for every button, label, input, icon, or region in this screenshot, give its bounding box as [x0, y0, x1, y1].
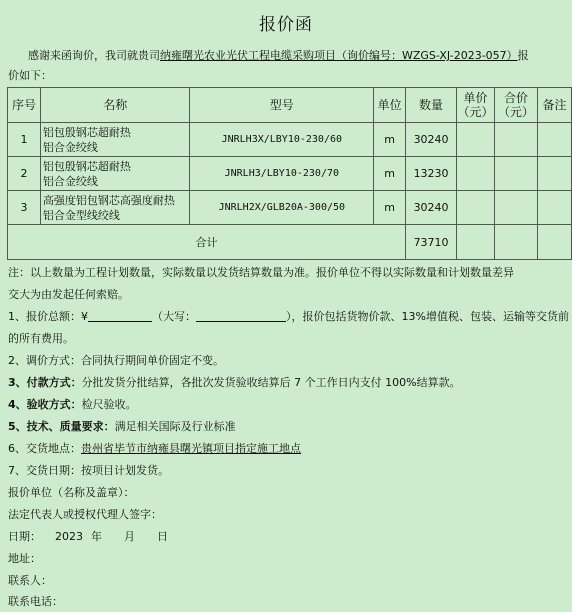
item5-text: 满足相关国际及行业标准: [114, 420, 236, 433]
cell-amount[interactable]: [495, 191, 538, 225]
note-line1: 注：以上数量为工程计划数量，实际数量以发货结算数量为准。报价单位不得以实际数量和计划数量差异: [8, 266, 514, 279]
header-unit: 单位: [374, 88, 406, 123]
date-line: [8, 526, 568, 548]
cell-remark[interactable]: [537, 157, 571, 191]
cell-name-l2: 铝合金绞线: [42, 140, 98, 154]
amount-words-blank[interactable]: [196, 308, 286, 322]
cell-remark[interactable]: [537, 191, 571, 225]
item1-suffix: ，报价包括货物价款、13%增值税、包装、运输等交货前: [291, 310, 569, 323]
address-label: 地址：: [8, 552, 41, 565]
header-no: 序号: [8, 88, 41, 123]
date-day-unit: 日: [157, 530, 168, 543]
item4-label: 4、验收方式：: [8, 398, 82, 411]
date-month-unit: 月: [124, 530, 135, 543]
item5-label: 5、技术、质量要求：: [8, 420, 115, 433]
date-year: 2023: [55, 530, 83, 543]
item1-line2: 的所有费用。: [8, 332, 74, 345]
item1-mid: （大写：: [152, 310, 196, 323]
cell-name-l1: 高强度铝包钢芯高强度耐热: [42, 193, 175, 207]
cell-name: [40, 123, 190, 157]
cell-no: 3: [8, 191, 41, 225]
quote-table: [7, 87, 572, 260]
cell-unit: m: [374, 157, 406, 191]
cell-no: 1: [8, 123, 41, 157]
header-amount-l2: （元）: [497, 105, 534, 119]
item6-delivery-place: [8, 438, 568, 460]
header-name: 名称: [40, 88, 190, 123]
item4-acceptance: [8, 394, 568, 416]
item1-close: ）: [286, 310, 292, 323]
cell-unit: m: [374, 191, 406, 225]
cell-model: JNRLH2X/GLB20A-300/50: [190, 191, 374, 225]
item3-text: 分批发货分批结算，各批次发货验收结算后 7 个工作日内支付 100%结算款。: [81, 376, 461, 389]
intro-line2: 价如下：: [8, 69, 52, 82]
header-unit-price: [457, 88, 495, 123]
cell-price[interactable]: [457, 191, 495, 225]
cell-amount[interactable]: [495, 157, 538, 191]
table-row: [8, 191, 572, 225]
cell-model: JNRLH3/LBY10-230/70: [190, 157, 374, 191]
phone-label: 联系电话：: [8, 595, 63, 608]
cell-name-l1: 铝包殷钢芯超耐热: [42, 125, 131, 139]
item5-quality: [8, 416, 568, 438]
item1-prefix: 1、报价总额：¥: [8, 310, 88, 323]
header-remark: 备注: [537, 88, 571, 123]
representative-label: 法定代表人或授权代理人签字：: [8, 508, 162, 521]
header-amount: [495, 88, 538, 123]
table-total-row: [8, 225, 572, 260]
cell-price[interactable]: [457, 157, 495, 191]
contact-label: 联系人：: [8, 574, 52, 587]
cell-name: [40, 157, 190, 191]
date-label: 日期：: [8, 530, 41, 543]
cell-model: JNRLH3X/LBY10-230/60: [190, 123, 374, 157]
cell-remark[interactable]: [537, 123, 571, 157]
header-price-l1: 单价: [463, 91, 488, 105]
cell-name-l1: 铝包殷钢芯超耐热: [42, 159, 131, 173]
intro-project: 纳雍曙光农业光伏工程电缆采购项目（询价编号：WZGS-XJ-2023-057）: [160, 49, 518, 62]
cell-qty: 30240: [406, 123, 457, 157]
item7-delivery-date: 7、交货日期：按项目计划发货。: [8, 464, 169, 477]
cell-name-l2: 铝合金型线绞线: [42, 208, 120, 222]
cell-price[interactable]: [457, 123, 495, 157]
note-line2: 交大为由发起任何索赔。: [8, 288, 129, 301]
cell-unit: m: [374, 123, 406, 157]
cell-name: [40, 191, 190, 225]
header-price-l2: （元）: [457, 105, 494, 119]
table-row: [8, 123, 572, 157]
total-label: 合计: [8, 225, 406, 260]
cell-qty: 13230: [406, 157, 457, 191]
intro-paragraph: [8, 46, 568, 86]
header-model: 型号: [190, 88, 374, 123]
total-remark: [537, 225, 571, 260]
total-price: [457, 225, 495, 260]
intro-suffix: 报: [517, 49, 529, 62]
amount-blank[interactable]: [88, 308, 152, 322]
page-title: 报价函: [259, 15, 313, 35]
item6-prefix: 6、交货地点：: [8, 442, 81, 455]
cell-name-l2: 铝合金绞线: [42, 174, 98, 188]
total-qty: 73710: [406, 225, 457, 260]
item2-price-adjust: 2、调价方式：合同执行期间单价固定不变。: [8, 354, 224, 367]
table-row: [8, 157, 572, 191]
total-amount[interactable]: [495, 225, 538, 260]
bidder-label: 报价单位（名称及盖章）：: [8, 486, 135, 499]
table-header-row: [8, 88, 572, 123]
intro-prefix: 感谢来函询价，我司就贵司: [28, 49, 160, 62]
item3-label: 3、付款方式：: [8, 376, 82, 389]
date-year-unit: 年: [91, 530, 102, 543]
item6-place: 贵州省毕节市纳雍县曙光镇项目指定施工地点: [81, 442, 301, 455]
cell-no: 2: [8, 157, 41, 191]
cell-amount[interactable]: [495, 123, 538, 157]
cell-qty: 30240: [406, 191, 457, 225]
item3-payment: [8, 372, 568, 394]
header-amount-l1: 合价: [503, 91, 528, 105]
terms-section: [8, 262, 568, 612]
header-qty: 数量: [406, 88, 457, 123]
item4-text: 检尺验收。: [81, 398, 137, 411]
item1-total-price: [8, 306, 568, 328]
